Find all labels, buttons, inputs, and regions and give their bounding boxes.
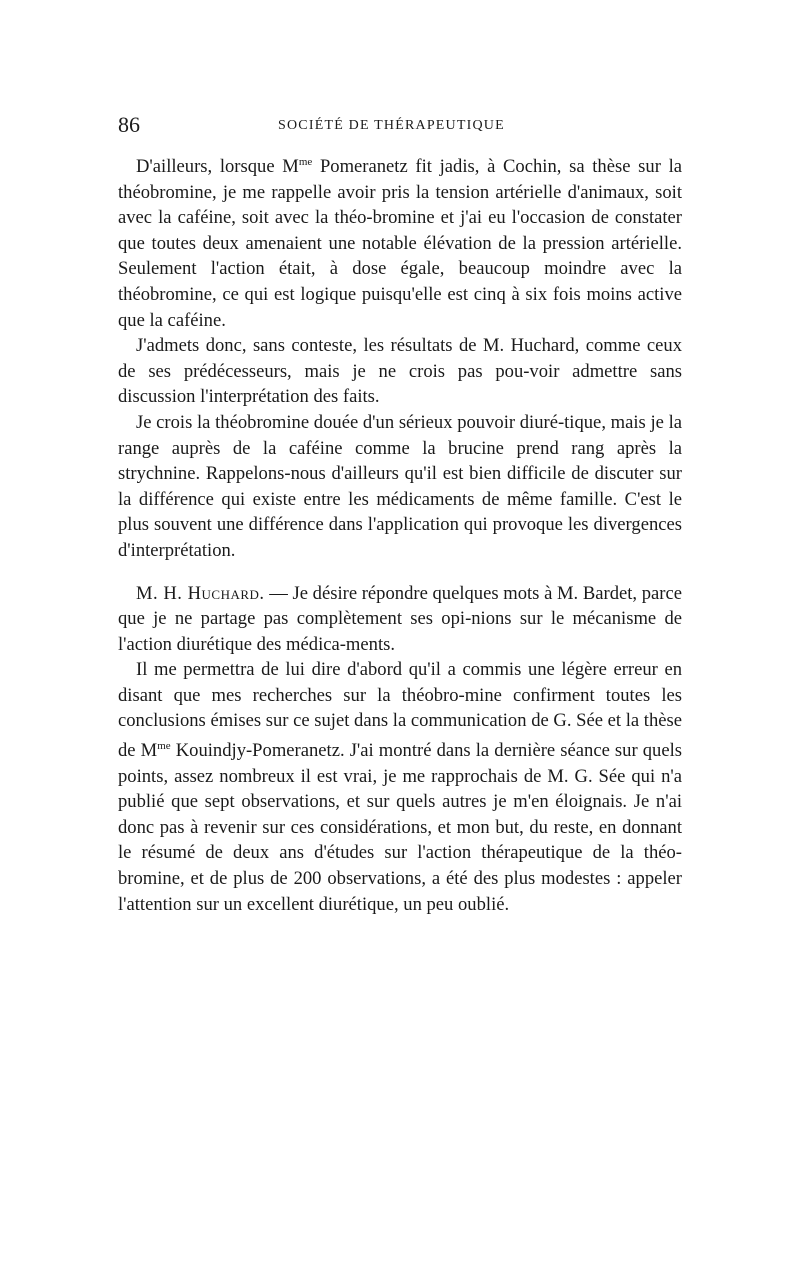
body-text	[118, 150, 682, 917]
superscript-me-2: me	[157, 740, 171, 753]
speaker-name: M. H. Huchard.	[136, 582, 265, 604]
paragraph-1-text-b: Pomeranetz fit jadis, à Cochin, sa thèse sur la théobromine, je me rappelle avoir pris la tension artérielle d'animaux, soit avec la caféine, soit avec la théo-bromine et j'ai eu l'occasion de constater que toutes deux amenaient une notable élévation de la pression artérielle. Seulement l'action était, à dose égale, beaucoup moindre avec la théobromine, ce qui est logique puisqu'elle est cinq à six fois moins active que la caféine.	[118, 156, 682, 331]
paragraph-5-text-a: Il me permettra de lui dire d'abord qu'il a commis une légère erreur en disant que mes recherches sur la théobro-mine confirment toutes les conclusions émises sur ce sujet dans la communication de G. Sée et la thèse de M	[118, 659, 682, 762]
running-head	[118, 112, 684, 142]
paragraph-2: J'admets donc, sans conteste, les résultats de M. Huchard, comme ceux de ses prédécesseurs, mais je ne crois pas pou-voir admettre sans discussion l'interprétation des faits.	[118, 335, 682, 408]
superscript-me: me	[298, 156, 313, 168]
paragraph-1-text-a: D'ailleurs, lorsque M	[136, 156, 299, 177]
running-title: SOCIÉTÉ DE THÉRAPEUTIQUE	[278, 118, 505, 133]
paragraph-4	[118, 581, 682, 658]
paragraph-5	[118, 657, 682, 917]
paragraph-3: Je crois la théobromine douée d'un sérieux pouvoir diuré-tique, mais je la range auprès de la caféine comme la brucine prend rang après la strychnine. Rappelons-nous d'ailleurs qu'il est bien difficile de discuter sur la différence qui existe entre les médicaments de même famille. C'est le plus souvent une différence dans l'application qui provoque les divergences d'interprétation.	[118, 411, 682, 561]
paragraph-4-text: — Je désire répondre quelques mots à M. Bardet, parce que je ne partage pas complètement ses opi-nions sur le mécanisme de l'action diurétique des médica-ments.	[118, 582, 682, 655]
paragraph-1	[118, 150, 682, 333]
paragraph-5-text-b: Kouindjy-Pomeranetz. J'ai montré dans la dernière séance sur quels points, assez nombreux il est vrai, je me rapprochais de M. G. Sée qui n'a publié que sept observations, et sur quels autres je m'en éloignais. Je n'ai donc pas à revenir sur ces considérations, et mon but, du reste, en donnant le résumé de deux ans d'études sur l'action thérapeutique de la théo-bromine, et de plus de 200 observations, a été des plus modestes : appeler l'attention sur un excellent diurétique, un peu oublié.	[118, 740, 682, 915]
page-number: 86	[118, 112, 140, 137]
